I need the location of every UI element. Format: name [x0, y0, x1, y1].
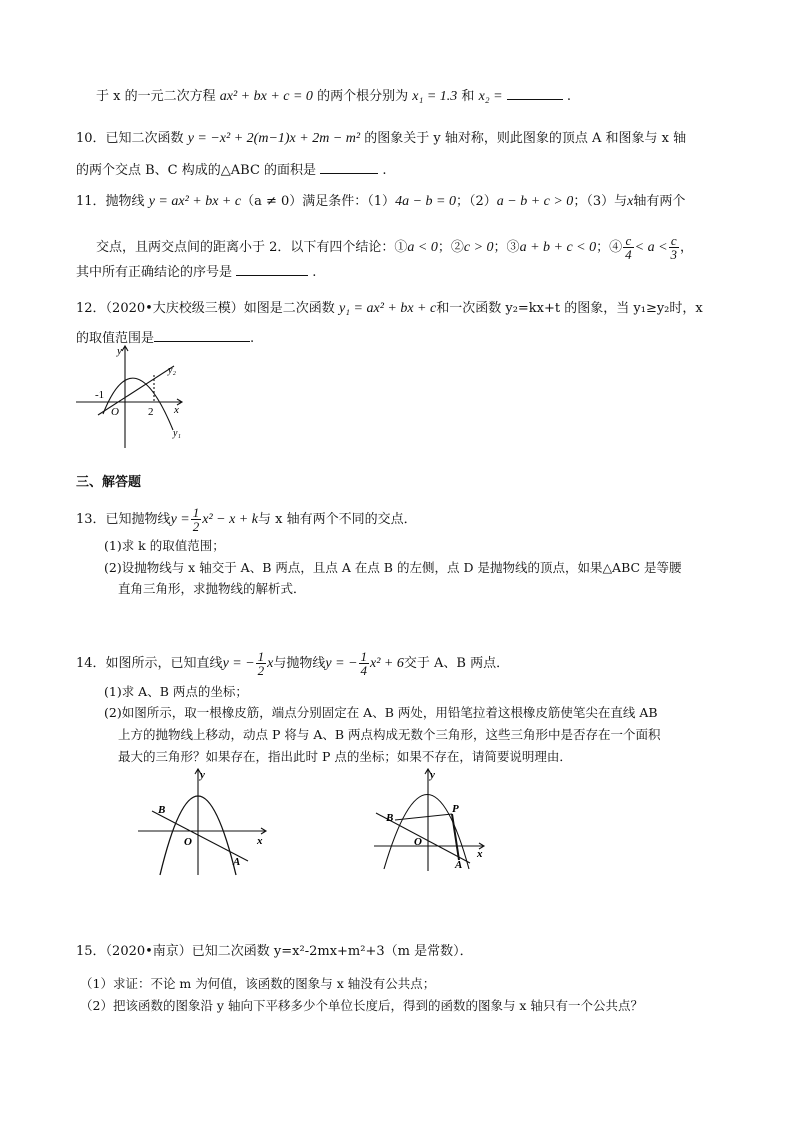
- q11-frac-2: [669, 234, 680, 261]
- q13-line1: [76, 506, 417, 533]
- q9-line: [96, 87, 571, 106]
- q11-sep-1: ；（2）: [455, 194, 497, 209]
- q11-line2-text: 交点，且两交点间的距离小于 2．以下有四个结论：①: [96, 240, 408, 255]
- q15-text-a: （2020•南京）已知二次函数 y=x²-2mx+m²+3（m 是常数）．: [105, 944, 473, 959]
- q14-text-b: 与抛物线: [273, 656, 326, 671]
- q14-eq1-b: x: [267, 656, 274, 671]
- q11-s2: ；③: [493, 240, 520, 255]
- q14-frac-2-num: 1: [360, 649, 368, 664]
- q15-part1: （1）求证：不论 m 为何值，该函数的图象与 x 轴没有公共点；: [80, 976, 436, 991]
- q14-eq1-a: y = −: [222, 656, 255, 671]
- q11-end: .: [312, 265, 317, 280]
- q13-number: 13．: [76, 512, 106, 527]
- q14-fig2-label-o: O: [414, 836, 422, 848]
- q10-text-b: 的图象关于 y 轴对称，则此图象的顶点 A 和图象与 x 轴: [364, 131, 687, 146]
- q13-text-b: 与 x 轴有两个不同的交点．: [257, 512, 417, 527]
- q13-eq-b: x² − x + k: [202, 512, 258, 527]
- q11-frac-1: [623, 234, 634, 261]
- q10-line2: [76, 161, 386, 180]
- q11-cond-a: （a ≠ 0）满足条件：（1）: [241, 194, 396, 209]
- q12-parabola-y1: [103, 378, 173, 430]
- q11-line3-text: 其中所有正确结论的序号是: [76, 265, 233, 280]
- q11-line3: [76, 263, 316, 282]
- q12-label-y: y: [117, 345, 122, 357]
- q11-line1: [76, 193, 685, 211]
- q10-answer-blank[interactable]: [320, 161, 378, 174]
- q9-answer-blank[interactable]: [507, 87, 563, 100]
- q9-end: .: [566, 89, 572, 104]
- q14-fig1-label-x: x: [257, 835, 263, 847]
- q12-text-a: （2020•大庆校级三模）如图是二次函数: [105, 301, 335, 316]
- q13-frac-num: 1: [192, 505, 200, 520]
- q14-fig1-line: [152, 811, 248, 861]
- q14-part2b: 上方的抛物线上移动，动点 P 将与 A、B 两点构成无数个三角形，这些三角形中是否存在一个面积: [118, 727, 661, 742]
- q13-text-a: 已知抛物线: [105, 512, 171, 527]
- q11-result-2: c > 0: [463, 240, 494, 255]
- q13-eq-a: y =: [170, 512, 190, 527]
- q11-frac-1-num: c: [623, 234, 634, 248]
- q15-line1: [76, 943, 473, 961]
- q14-fig2-segment-pa: [452, 814, 459, 860]
- q14-text-a: 如图所示，已知直线: [105, 656, 223, 671]
- q14-fig1-label-a: A: [233, 856, 241, 868]
- q14-fig2-label-p: P: [452, 803, 459, 815]
- q15-number: 15．: [76, 944, 106, 959]
- q14-fig2-label-a: A: [455, 859, 463, 871]
- q14-frac-2-den: 4: [360, 663, 368, 678]
- q11-s1: ；②: [437, 240, 464, 255]
- q14-figure-2: [368, 765, 498, 880]
- q14-fig2-label-x: x: [477, 848, 483, 860]
- q12-label-y1: y₁: [173, 428, 181, 439]
- q13-frac: [191, 506, 202, 533]
- q12-text-b: 和一次函数 y₂=kx+t 的图象，当 y₁≥y₂时，x: [436, 301, 703, 316]
- q12-line2-text: 的取值范围是: [76, 331, 155, 346]
- q14-fig2-label-b: B: [386, 812, 394, 824]
- q14-number: 14．: [76, 656, 106, 671]
- q10-line1: [76, 130, 686, 148]
- q11-equation: y = ax² + bx + c: [148, 194, 242, 209]
- q11-text-a: 抛物线: [105, 194, 145, 209]
- q11-result-4-mid: < a <: [634, 240, 668, 255]
- q14-line1: [76, 650, 509, 677]
- q14-eq2-b: x² + 6: [370, 656, 404, 671]
- q12-graph: [70, 340, 190, 450]
- q11-answer-blank[interactable]: [236, 263, 308, 276]
- q14-frac-1: [256, 650, 267, 677]
- q11-cond-2: a − b + c > 0: [496, 194, 574, 209]
- q11-frac-2-num: c: [669, 234, 680, 248]
- q11-sep-2: ；（3）与: [573, 194, 628, 209]
- q12-label-two: 2: [148, 406, 154, 418]
- q9-x1: x₁ = 1.3: [412, 89, 458, 104]
- q12-end: .: [250, 331, 255, 346]
- q14-fig1-label-y: y: [200, 769, 205, 781]
- q14-frac-1-den: 2: [257, 663, 265, 678]
- q12-label-origin: O: [111, 406, 119, 418]
- q9-equation: ax² + bx + c = 0: [219, 89, 313, 104]
- q13-frac-den: 2: [192, 519, 200, 534]
- q14-fig2-label-y: y: [430, 769, 435, 781]
- q14-part2c: 最大的三角形？如果存在，指出此时 P 点的坐标；如果不存在，请简要说明理由．: [118, 749, 572, 764]
- q10-equation: y = −x² + 2(m−1)x + 2m − m²: [187, 131, 361, 146]
- q13-part2a: (2)设抛物线与 x 轴交于 A、B 两点，且点 A 在点 B 的左侧，点 D 是抛物线的顶点，如果△ABC 是等腰: [104, 560, 682, 575]
- q11-line2: [96, 234, 693, 261]
- q11-cond-1: 4a − b = 0: [395, 194, 456, 209]
- q14-part2a: (2)如图所示，取一根橡皮筋，端点分别固定在 A、B 两处，用铅笔拉着这根橡皮筋使笔尖在直线 AB: [104, 705, 658, 720]
- q11-frac-2-den: 3: [670, 247, 678, 262]
- q11-result-3: a + b + c < 0: [519, 240, 597, 255]
- q14-fig1-label-o: O: [184, 836, 192, 848]
- q12-number: 12．: [76, 301, 106, 316]
- q11-result-1: a < 0: [407, 240, 438, 255]
- q10-text-a: 已知二次函数: [105, 131, 184, 146]
- q12-label-neg1: -1: [95, 389, 105, 401]
- q14-text-c: 交于 A、B 两点．: [403, 656, 510, 671]
- q13-part1: (1)求 k 的取值范围；: [104, 538, 225, 553]
- q11-s4: ，: [680, 240, 694, 255]
- q13-part2b: 直角三角形，求抛物线的解析式．: [118, 581, 306, 596]
- q15-part2: （2）把该函数的图象沿 y 轴向下平移多少个单位长度后，得到的函数的图象与 x 轴只有一个公共点？: [80, 998, 643, 1013]
- q11-s3: ；④: [596, 240, 623, 255]
- q14-figure-1: [130, 765, 280, 880]
- q9-text-a: 于 x 的一元二次方程: [96, 89, 216, 104]
- q12-label-y2: y₂: [168, 365, 176, 376]
- q11-frac-1-den: 4: [625, 247, 632, 262]
- q14-frac-1-num: 1: [257, 649, 265, 664]
- q11-axis: x: [627, 194, 634, 209]
- q10-line2-text: 的两个交点 B、C 构成的△ABC 的面积是: [76, 163, 317, 178]
- q12-line1: [76, 300, 703, 318]
- q11-number: 11．: [76, 194, 106, 209]
- q10-end: .: [382, 163, 387, 178]
- q14-fig1-label-b: B: [158, 804, 166, 816]
- q9-x2: x₂ =: [478, 89, 503, 104]
- q10-number: 10．: [76, 131, 106, 146]
- q14-frac-2: [359, 650, 370, 677]
- section3-title: 三、解答题: [76, 475, 142, 490]
- q12-equation: y₁ = ax² + bx + c: [338, 301, 437, 316]
- q9-text-b: 的两个根分别为: [317, 89, 409, 104]
- q11-tail: 轴有两个: [633, 194, 686, 209]
- q14-part1: (1)求 A、B 两点的坐标；: [104, 684, 248, 699]
- q9-text-c: 和: [461, 89, 475, 104]
- q12-label-x: x: [174, 404, 179, 416]
- q14-eq2-a: y = −: [325, 656, 358, 671]
